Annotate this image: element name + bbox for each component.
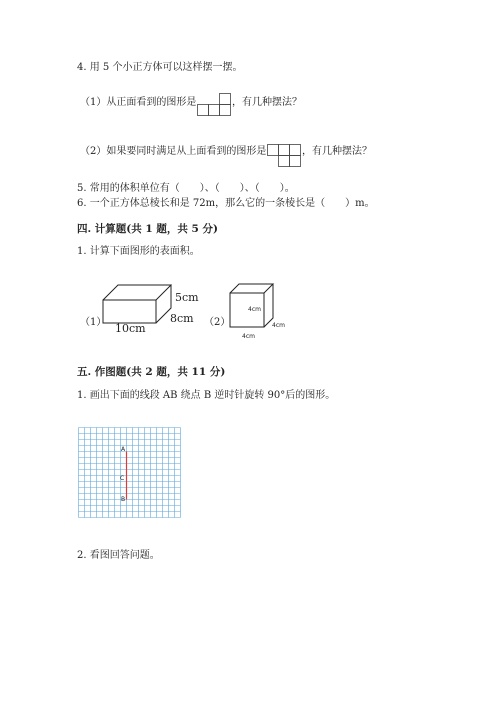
q6-text: 6. 一个正方体总棱长和是 72m，那么它的一条棱长是（ ）m。 xyxy=(77,198,375,209)
fig1-depth-label: 8cm xyxy=(170,312,194,325)
fig1-height-label: 5cm xyxy=(175,291,199,304)
fig2-bottom-edge-label: 4cm xyxy=(242,333,255,340)
rotation-grid xyxy=(78,427,180,519)
fig2-side-edge-label: 4cm xyxy=(272,322,285,329)
q4-part1-suffix: ，有几种摆法？ xyxy=(232,97,302,108)
fig2-label: （2） xyxy=(204,317,231,328)
section4-title: 四. 计算题(共 1 题，共 5 分) xyxy=(77,223,218,235)
q4-part2-suffix: ，有几种摆法？ xyxy=(302,146,372,157)
section4-q1: 1. 计算下面图形的表面积。 xyxy=(77,246,200,257)
q4-part1-prefix: （1）从正面看到的图形是 xyxy=(80,97,197,108)
front-view-figure xyxy=(197,93,231,117)
section5-q2: 2. 看图回答问题。 xyxy=(77,550,160,561)
q4-stem: 4. 用 5 个小正方体可以这样摆一摆。 xyxy=(77,62,243,73)
top-view-figure xyxy=(267,144,301,168)
fig1-length-label: 10cm xyxy=(115,322,146,335)
fig2-front-edge-label: 4cm xyxy=(248,306,261,313)
section5-q1: 1. 画出下面的线段 AB 绕点 B 逆时针旋转 90°后的图形。 xyxy=(77,390,336,401)
q4-part2-prefix: （2）如果要同时满足从上面看到的图形是 xyxy=(80,146,267,157)
point-a-label: A xyxy=(121,446,126,453)
section5-title: 五. 作图题(共 2 题，共 11 分) xyxy=(77,366,226,378)
fig1-label: （1） xyxy=(80,317,107,328)
q5-text: 5. 常用的体积单位有（ ）、（ ）、（ ）。 xyxy=(77,183,295,194)
point-c-label: C xyxy=(120,475,125,482)
point-b-label: B xyxy=(121,496,126,503)
